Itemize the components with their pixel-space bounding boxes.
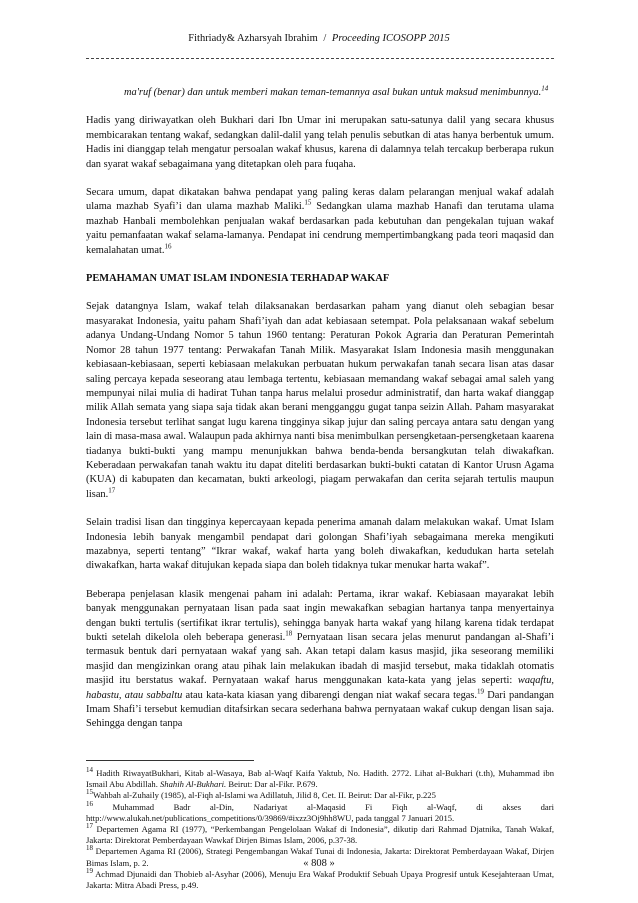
paragraph-5-text-a: Beberapa penjelasan klasik mengenai paham ini adalah: Pertama, ikrar wakaf. Kebiasaan mayarakat lebih banyak menggunakan pernyataan lisan pada saat ingin mewakafkan sebagian hartanya tanpa menyertainya dengan bukti tertulis (sertifikat ikrar tertulis), sehingga banyak harta wakaf yang hilang karena tidak terdapat bukti setelah dikelola oleh beberapa generasi. bbox=[86, 588, 554, 643]
header-proceeding: Proceeding ICOSOPP 2015 bbox=[331, 33, 450, 44]
footnote-15 bbox=[86, 790, 554, 801]
footnote-number: 15 bbox=[86, 788, 93, 797]
footnote-ref: 15 bbox=[304, 198, 312, 207]
footnote-14 bbox=[86, 768, 554, 790]
footnote-text-tail: Beirut: Dar al-Fikr. P.679. bbox=[226, 779, 318, 790]
running-header bbox=[0, 33, 638, 44]
paragraph-5-text-d: Dari pandangan Imam Shafi’i tersebut kemudian ditafsirkan secara sederhana bahwa pernyataan wakaf cukup dengan lisan saja. Sehingga dengan tanpa bbox=[86, 689, 555, 730]
hadith-quote bbox=[86, 86, 554, 100]
paragraph-5 bbox=[86, 588, 554, 732]
footnote-ref: 16 bbox=[164, 242, 172, 251]
header-authors: Fithriady& Azharsyah Ibrahim bbox=[188, 33, 318, 44]
footnote-text: Muhammad Badr al-Din, Nadariyat al-Maqasid Fi Fiqh al-Waqf, di akses dari http://www.alukah.net/publications_competitions/0/39869/#ixzz3Oj9hh8WU, pada tanggal 7 Januari 2015. bbox=[86, 801, 554, 823]
paragraph-5-text-b: Pernyataan lisan secara jelas menurut pandangan al-Shafi’i termasuk bentuk dari pernyataan wakaf yang sah. Akan tetapi dalam kasus masjid, jika seseorang memiliki masjid dan mengizinkan orang atau pihak lain melakukan ibadah di masjid tersebut, maka tidaklah otomatis masjid itu berstatus wakaf. Pernyataan wakaf harus menggunakan kata-kata yang jelas seperti: bbox=[86, 632, 554, 687]
paragraph-4: Selain tradisi lisan dan tingginya kepercayaan kepada penerima amanah dalam melakukan wakaf. Umat Islam Indonesia lebih banyak mengambil pendapat dari golongan Shafi’iyah sebagaimana mereka mengikuti mazabnya, seperti tentang” “Ikrar wakaf, wakaf harta yang boleh diwakafkan, kedudukan harta setelah diwakafkan, harta wakaf ditujukan kepada siapa dan boleh tidaknya tukar menukar harta wakaf”. bbox=[86, 517, 554, 572]
footnote-text: Hadith RiwayatBukhari, Kitab al-Wasaya, Bab al-Waqf Kaifa Yaktub, No. Hadith. 2772. Lihat al-Bukhari (t.th), Muhammad ibn Ismail Abu Abdillah. bbox=[86, 768, 554, 790]
main-text bbox=[86, 86, 554, 746]
quote-text: ma'ruf (benar) dan untuk memberi makan teman-temannya asal bukan untuk maksud menimbunnya. bbox=[124, 87, 542, 98]
footnote-ref: 17 bbox=[108, 486, 116, 495]
paragraph-3 bbox=[86, 300, 554, 502]
header-divider bbox=[86, 58, 554, 59]
footnote-number: 16 bbox=[86, 799, 93, 808]
paragraph-1: Hadis yang diriwayatkan oleh Bukhari dari Ibn Umar ini merupakan satu-satunya dalil yang secara khusus membicarakan tentang wakaf, sedangkan dalil-dalil yang telah penulis sebutkan di atas hanya berbentuk umum. Hadis ini dianggap telah mengatur persoalan wakaf khusus, karena di dalamnya telah tercakup berberapa rukun dan syarat wakaf sebagaimana yang ditetapkan oleh para fuqaha. bbox=[86, 115, 554, 170]
footnotes bbox=[86, 760, 554, 891]
footnote-ref: 19 bbox=[477, 687, 485, 696]
footnote-ref: 14 bbox=[541, 84, 549, 93]
header-separator: / bbox=[323, 33, 327, 44]
footnote-17 bbox=[86, 824, 554, 846]
footnote-ref: 18 bbox=[285, 629, 293, 638]
footnote-number: 18 bbox=[86, 844, 93, 853]
paragraph-5-italic-terms: waqaftu, habastu, atau sabbaltu bbox=[86, 675, 554, 701]
footnote-16 bbox=[86, 799, 554, 824]
section-heading: PEMAHAMAN UMAT ISLAM INDONESIA TERHADAP WAKAF bbox=[86, 273, 390, 285]
footnote-number: 17 bbox=[86, 822, 93, 831]
footnote-text: Wahbah al-Zuhaily (1985), al-Fiqh al-Islami wa Adillatuh, Jilid 8, Cet. II. Beirut: Dar al-Fikr, p.225 bbox=[93, 790, 436, 801]
footnote-divider bbox=[86, 760, 254, 761]
paragraph-2-text-b: Sedangkan ulama mazhab Hanafi dan terutama ulama mazhab Hanbali membolehkan penjualan wakaf berdasarkan pada kebutuhan dan pengekalan tujuan wakaf yaitu pemanfaatan wakaf selama-lamanya. Pendapat ini cendrung mempertimbangkang pada teori maqasid dan kemalahatan umat. bbox=[86, 201, 554, 256]
paragraph-2-text-a: Secara umum, dapat dikatakan bahwa pendapat yang paling keras dalam pelarangan menjual wakaf adalah ulama mazhab Syafi’i dan ulama mazhab Maliki. bbox=[86, 187, 554, 213]
page-number: « 808 » bbox=[303, 858, 335, 869]
footnote-number: 19 bbox=[86, 866, 93, 875]
footnote-number: 14 bbox=[86, 766, 93, 775]
footnote-text: Departemen Agama RI (1977), “Perkembangan Pengelolaan Wakaf di Indonesia”, dikutip dari Rahmad Djatnika, Tanah Wakaf, Jakarta: Direktorat Pemberdayaan Wawkaf Dirjen Bimas Islam, 2006, p.37-38. bbox=[86, 824, 554, 846]
footnote-italic-title: Shahih Al-Bukhari. bbox=[160, 779, 227, 790]
paragraph-2 bbox=[86, 186, 554, 258]
paragraph-3-text: Sejak datangnya Islam, wakaf telah dilaksanakan berdasarkan paham yang dianut oleh sebagian besar masyarakat Indonesia, yaitu paham Shafi’iyah dan adat kebiasaan setempat. Pola pelaksanaan wakaf sebelum adanya Undang-Undang Nomor 5 tahun 1960 tentang: Peraturan Pokok Agraria dan Peraturan Pemerintah Nomor 28 tahun 1977 tentang: Perwakafan Tanah Milik. Masyarakat Islam Indonesia masih menggunakan kebiasaan-kebiasaan, seperti kebiasaan melakukan perbuatan hukum perwakafan tanah secara lisan atas dasar saling percaya kepada seseorang atau lembaga tertentu, kebiasaan memandang wakaf sebagai amal saleh yang mempunyai nilai mulia di hadirat Tuhan tanpa harus melalui prosedur administratif, dan harta wakaf dianggap milik Allah semata yang siapa saja tidak akan berani mengganggu gugat tanpa seizin Allah. Paham masyarakat Indonesia tersebut terlihat sangat lugu karena tingginya sikap jujur dan saling percaya antara satu dengan yang lain di masa-masa awal. Walaupun pada akhirnya nanti bisa menimbulkan persengketaan-persengketaan kaarena tiadanya bukti-bukti yang mampu menunjukkan bahwa benda-benda bersangkutan telah diwakafkan. Keberadaan perwakafan tanah waktu itu dapat diteliti berdasarkan bukti-bukti catatan di Kantor Urusn Agama (KUA) di kabupaten dan kecamatan, bukti arkeologi, piagam perwakafan dan cerita sejarah tertulis maupun lisan. bbox=[86, 301, 554, 500]
footnote-text: Departemen Agama RI (2006), Strategi Pengembangan Wakaf Tunai di Indonesia, Jakarta: Direktorat Pemberdayaan Wakaf, Dirjen Bimas Islam, p. 2. bbox=[86, 846, 554, 868]
footnote-19 bbox=[86, 866, 554, 891]
footnote-text: Achmad Djunaidi dan Thobieb al-Asyhar (2006), Menuju Era Wakaf Produktif Sebuah Upaya Progresif untuk Kesejahteraan Umat, Jakarta: Mitra Abadi Press, p.49. bbox=[86, 868, 554, 891]
paragraph-5-text-c: atau kata-kata kiasan yang dibarengi dengan niat wakaf secara tegas. bbox=[182, 689, 478, 701]
